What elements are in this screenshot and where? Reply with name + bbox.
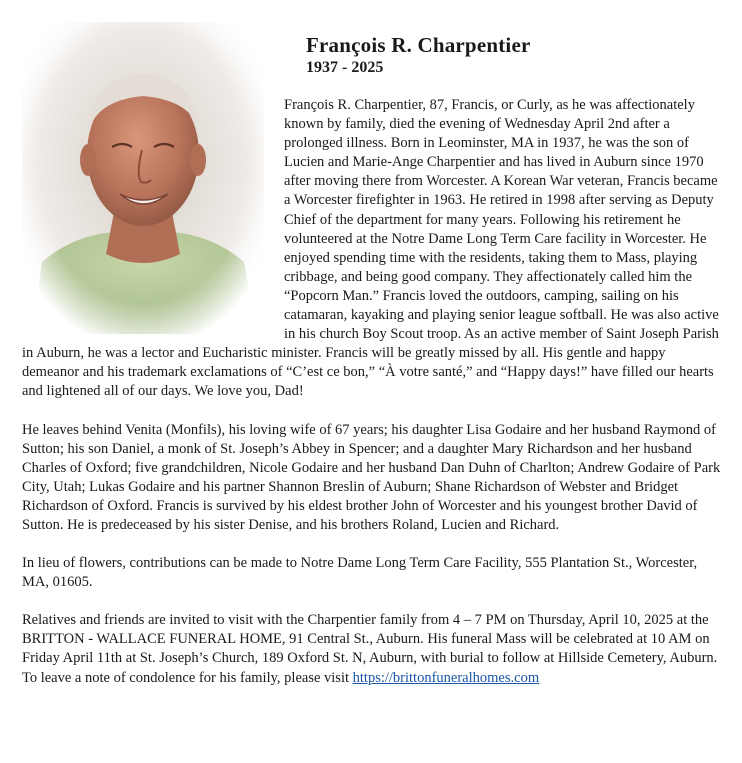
funeral-home-link[interactable]: https://brittonfuneralhomes.com <box>352 669 540 686</box>
life-years: 1937 - 2025 <box>306 59 384 76</box>
biography-paragraph: François R. Charpentier, 87, Francis, or Curly, as he was affectionately known by family, died the evening of Wednesday April 2nd after a prolonged illness. Born in Leominster, MA in 1937, he was the son of Lucien and Marie-Ange Charpentier and has lived in Auburn since 1970 after moving there from Worcester. A Korean War veteran, Francis became a Worcester firefighter in 1963. He retired in 1998 after serving as Deputy Chief of the department for many years. Following his retirement he volunteered at the Notre Dame Long Term Care facility in Worcester. He enjoyed spending time with the residents, taking them to Mass, playing cribbage, and being good company. They affectionately called him the “Popcorn Man.” Francis loved the outdoors, camping, sailing on his catamaran, kayaking and playing senior league softball. He was also active in his church Boy Scout troop. As an active member of Saint Joseph Parish in Auburn, he was a lector and Eucharistic minister. Francis will be greatly missed by all. His gentle and happy demeanor and his trademark exclamations of “C’est ce bon,” “À votre santé,” and “Happy days!” have filled our hearts and lightened all of our days. We love you, Dad! <box>22 97 719 400</box>
survivors-paragraph: He leaves behind Venita (Monfils), his loving wife of 67 years; his daughter Lisa Godaire and her husband Raymond of Sutton; his son Daniel, a monk of St. Joseph’s Abbey in Spencer; and a daughter Mary Richardson and her husband Charles of Oxford; five grandchildren, Nicole Godaire and her husband Dan Duhn of Charlton; Andrew Godaire of Park City, Utah; Lukas Godaire and his partner Shannon Breslin of Auburn; Shane Richardson of Webster and Bridget Richardson of Oxford. Francis is survived by his eldest brother John of Worcester and his youngest brother David of Sutton. He is predeceased by his sister Denise, and his brothers Roland, Lucien and Richard. <box>22 421 721 533</box>
obituary-page <box>22 22 722 707</box>
services-text: Relatives and friends are invited to visit with the Charpentier family from 4 – 7 PM on Thursday, April 10, 2025 at the BRITTON - WALLACE FUNERAL HOME, 91 Central St., Auburn. His funeral Mass will be celebrated at 10 AM on Friday April 11th at St. Joseph’s Church, 189 Oxford St. N, Auburn, with burial to follow at Hillside Cemetery, Auburn. To leave a note of condolence for his family, please visit <box>22 612 718 686</box>
deceased-name: François R. Charpentier <box>306 33 531 57</box>
portrait-photo <box>22 22 264 334</box>
donations-paragraph: In lieu of flowers, contributions can be made to Notre Dame Long Term Care Facility, 555 Plantation St., Worcester, MA, 01605. <box>22 555 698 591</box>
obituary-heading <box>306 22 722 96</box>
services-paragraph <box>22 611 722 687</box>
portrait-illustration <box>22 22 264 334</box>
